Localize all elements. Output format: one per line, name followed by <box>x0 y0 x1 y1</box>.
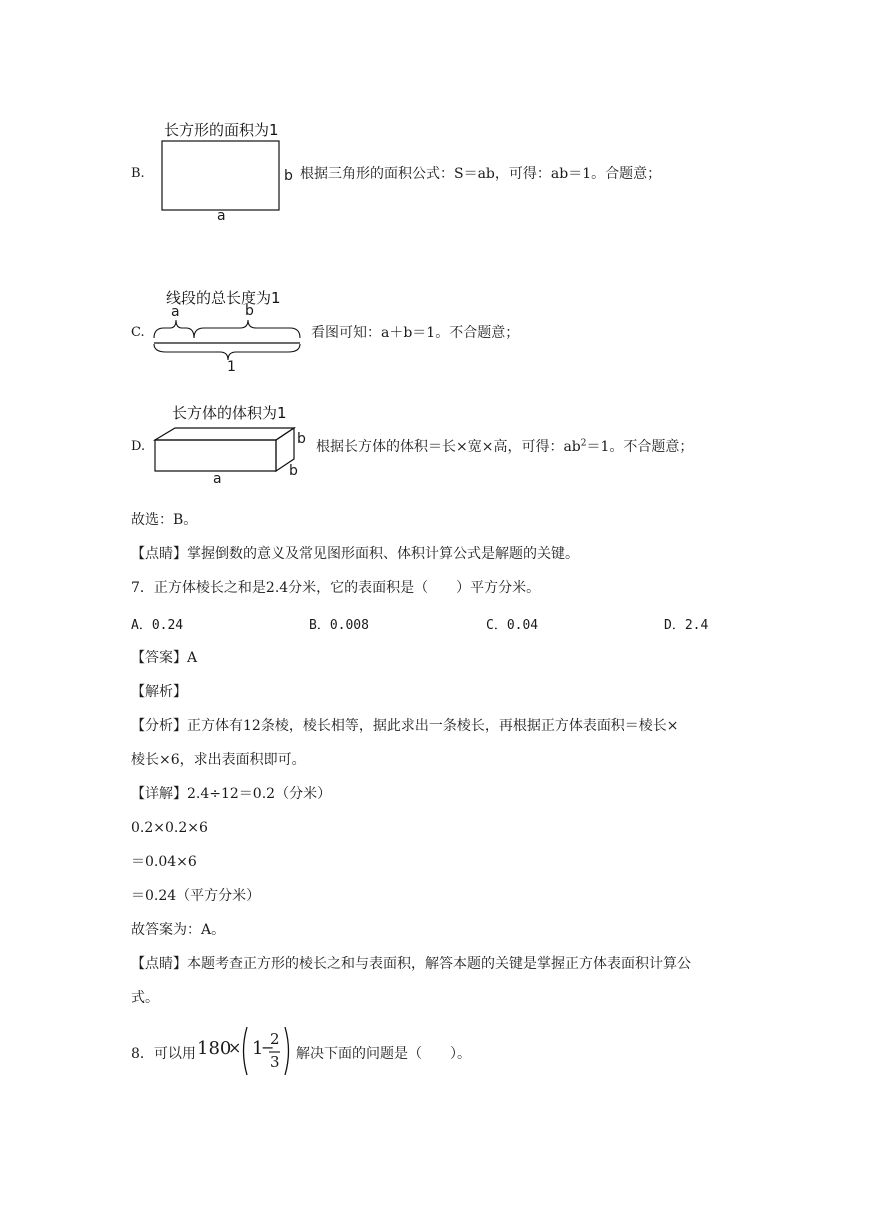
q7-option-c: C．0.04 <box>486 618 539 633</box>
q7-option-d: D．2.4 <box>664 618 709 633</box>
cuboid-top-face <box>155 428 294 440</box>
option-b-figure-title: 长方形的面积为1 <box>164 121 279 139</box>
formula-180: 180 <box>197 1038 232 1059</box>
option-d-figure-title: 长方体的体积为1 <box>172 404 287 422</box>
brace-b <box>194 320 300 338</box>
option-d-explanation: 根据长方体的体积＝长×宽×高，可得：$ab^2=1$。不合题意； <box>316 438 694 455</box>
option-c-label-b: b <box>245 303 254 319</box>
option-c-explanation: 看图可知：a＋b＝1。不合题意； <box>311 325 520 341</box>
q6-comment: 【点睛】掌握倒数的意义及常见图形面积、体积计算公式是解题的关键。 <box>131 546 579 562</box>
rectangle-shape <box>162 141 279 210</box>
q7-step-1: 0.2×0.2×6 <box>131 820 208 836</box>
formula-times: × <box>228 1038 242 1057</box>
brace-a <box>154 320 194 338</box>
cuboid-front-face <box>155 440 276 471</box>
q8-prefix: 8．可以用 <box>131 1046 196 1062</box>
option-c-label-1: 1 <box>227 359 236 375</box>
left-paren <box>244 1027 248 1075</box>
option-d-label-b-bottom: b <box>289 463 298 479</box>
q8-suffix: 解决下面的问题是（ ）。 <box>296 1046 471 1062</box>
option-b-label-b: b <box>284 168 293 184</box>
q7-question: 7．正方体棱长之和是2.4分米，它的表面积是（ ）平方分米。 <box>131 580 541 596</box>
q7-detail: 【详解】2.4÷12＝0.2（分米） <box>131 786 332 802</box>
q7-option-a: A．0.24 <box>131 618 184 633</box>
formula-minus: − <box>261 1038 275 1057</box>
formula-frac-denominator: 3 <box>270 1053 280 1071</box>
brace-total <box>154 344 300 360</box>
q7-answer: 【答案】A <box>131 650 198 666</box>
formula-one: 1 <box>252 1038 264 1059</box>
q7-analysis-line-2: 棱长×6，求出表面积即可。 <box>131 752 306 768</box>
q7-step-2: ＝0.04×6 <box>131 854 197 870</box>
q7-option-b: B．0.008 <box>309 618 369 633</box>
cuboid-figure <box>150 420 300 480</box>
option-d-label-a: a <box>213 471 222 487</box>
q7-comment-line-1: 【点睛】本题考查正方形的棱长之和与表面积，解答本题的关键是掌握正方体表面积计算公 <box>131 956 691 972</box>
option-c-label-a: a <box>171 304 180 320</box>
q7-comment-line-2: 式。 <box>131 990 159 1006</box>
q7-step-3: ＝0.24（平方分米） <box>131 888 261 904</box>
option-b-letter: B. <box>131 166 145 181</box>
q8-formula <box>197 1024 297 1078</box>
q7-analysis-head: 【解析】 <box>131 684 187 700</box>
q6-choice: 故选：B。 <box>131 512 198 528</box>
right-paren <box>285 1027 289 1075</box>
option-c-figure-title: 线段的总长度为1 <box>166 289 281 307</box>
option-d-letter: D. <box>131 439 146 454</box>
formula-frac-numerator: 2 <box>270 1030 280 1048</box>
option-d-label-b-top: b <box>297 431 306 447</box>
option-b-explanation: 根据三角形的面积公式：S＝ab，可得：ab＝1。合题意； <box>300 166 662 182</box>
q7-analysis-line-1: 【分析】正方体有12条棱，棱长相等，据此求出一条棱长，再根据正方体表面积＝棱长× <box>131 718 679 734</box>
q7-final: 故答案为：A。 <box>131 922 226 938</box>
option-c-letter: C. <box>131 325 145 340</box>
option-b-label-a: a <box>217 208 226 224</box>
